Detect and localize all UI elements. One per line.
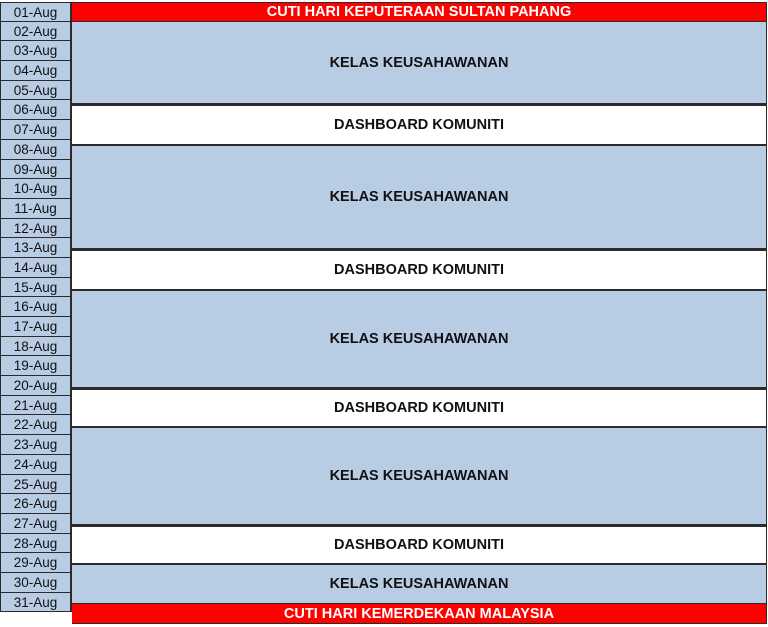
date-cell[interactable]: 22-Aug [0,415,72,435]
date-cell[interactable]: 23-Aug [0,435,72,455]
date-cell[interactable]: 01-Aug [0,2,72,22]
date-cell[interactable]: 30-Aug [0,573,72,593]
dashboard-block[interactable]: DASHBOARD KOMUNITI [72,104,767,145]
date-cell[interactable]: 31-Aug [0,593,72,613]
event-column [72,2,767,624]
class-block[interactable]: KELAS KEUSAHAWANAN [72,565,767,604]
date-cell[interactable]: 25-Aug [0,475,72,495]
date-column [0,2,72,612]
class-block[interactable]: KELAS KEUSAHAWANAN [72,22,767,105]
date-cell[interactable]: 06-Aug [0,100,72,120]
date-cell[interactable]: 19-Aug [0,356,72,376]
dashboard-block[interactable]: DASHBOARD KOMUNITI [72,525,767,565]
holiday-cell[interactable]: CUTI HARI KEMERDEKAAN MALAYSIA [72,604,767,625]
date-cell[interactable]: 03-Aug [0,41,72,61]
date-cell[interactable]: 16-Aug [0,297,72,317]
date-cell[interactable]: 28-Aug [0,534,72,554]
date-cell[interactable]: 12-Aug [0,219,72,239]
date-cell[interactable]: 09-Aug [0,160,72,180]
class-block[interactable]: KELAS KEUSAHAWANAN [72,146,767,250]
date-cell[interactable]: 20-Aug [0,376,72,396]
date-cell[interactable]: 02-Aug [0,22,72,42]
date-cell[interactable]: 27-Aug [0,514,72,534]
date-cell[interactable]: 21-Aug [0,396,72,416]
date-cell[interactable]: 24-Aug [0,455,72,475]
date-cell[interactable]: 26-Aug [0,494,72,514]
date-cell[interactable]: 14-Aug [0,258,72,278]
dashboard-block[interactable]: DASHBOARD KOMUNITI [72,249,767,290]
date-cell[interactable]: 18-Aug [0,337,72,357]
date-cell[interactable]: 17-Aug [0,317,72,337]
date-cell[interactable]: 29-Aug [0,553,72,573]
date-cell[interactable]: 05-Aug [0,81,72,101]
dashboard-block[interactable]: DASHBOARD KOMUNITI [72,388,767,428]
holiday-cell[interactable]: CUTI HARI KEPUTERAAN SULTAN PAHANG [72,2,767,22]
date-cell[interactable]: 04-Aug [0,61,72,81]
date-cell[interactable]: 13-Aug [0,238,72,258]
date-cell[interactable]: 07-Aug [0,120,72,140]
date-cell[interactable]: 11-Aug [0,199,72,219]
class-block[interactable]: KELAS KEUSAHAWANAN [72,291,767,388]
date-cell[interactable]: 08-Aug [0,140,72,160]
date-cell[interactable]: 15-Aug [0,278,72,298]
class-block[interactable]: KELAS KEUSAHAWANAN [72,428,767,525]
date-cell[interactable]: 10-Aug [0,179,72,199]
